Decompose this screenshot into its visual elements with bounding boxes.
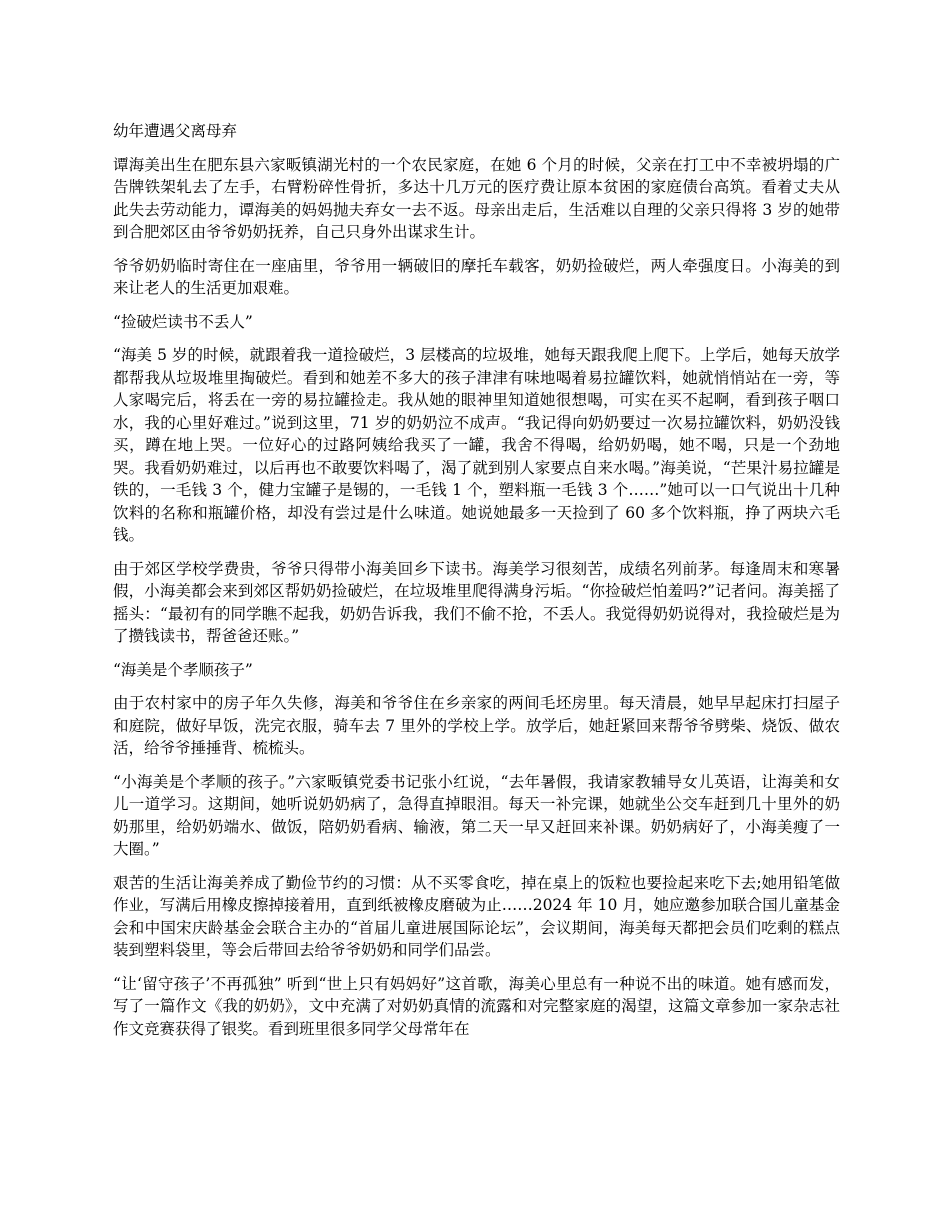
section-heading: 幼年遭遇父离母弃 <box>113 122 238 140</box>
paragraph: 由于农村家中的房子年久失修，海美和爷爷住在乡亲家的两间毛坯房里。每天清晨，她早早起床打扫屋子和庭院，做好早饭，洗完衣服，骑车去 7 里外的学校上学。放学后，她赶紧回来帮爷爷劈柴、烧饭、做农活，给爷爷捶捶背、梳梳头。 <box>113 694 840 757</box>
paragraph: “海美 5 岁的时候，就跟着我一道捡破烂，3 层楼高的垃圾堆，她每天跟我爬上爬下。上学后，她每天放学都帮我从垃圾堆里掏破烂。看到和她差不多大的孩子津津有味地喝着易拉罐饮料，她就悄悄站在一旁，等人家喝完后，将丢在一旁的易拉罐捡走。我从她的眼神里知道她很想喝，可实在买不起啊，看到孩子咽口水，我的心里好难过。”说到这里，71 岁的奶奶泣不成声。“我记得向奶奶要过一次易拉罐饮料，奶奶没钱买，蹲在地上哭。一位好心的过路阿姨给我买了一罐，我舍不得喝，给奶奶喝，她不喝，只是一个劲地哭。我看奶奶难过，以后再也不敢要饮料喝了，渴了就到别人家要点自来水喝。”海美说，“芒果汁易拉罐是铁的，一毛钱 3 个，健力宝罐子是锡的，一毛钱 1 个，塑料瓶一毛钱 3 个……”她可以一口气说出十几种饮料的名称和瓶罐价格，却没有尝过是什么味道。她说她最多一天捡到了 60 多个饮料瓶，挣了两块六毛钱。 <box>113 346 840 544</box>
paragraph: 爷爷奶奶临时寄住在一座庙里，爷爷用一辆破旧的摩托车载客，奶奶捡破烂，两人牵强度日。小海美的到来让老人的生活更加艰难。 <box>113 256 840 297</box>
paragraph: “小海美是个孝顺的孩子。”六家畈镇党委书记张小红说，“去年暑假，我请家教辅导女儿英语，让海美和女儿一道学习。这期间，她听说奶奶病了，急得直掉眼泪。每天一补完课，她就坐公交车赶到几十里外的奶奶那里，给奶奶端水、做饭，陪奶奶看病、输液，第二天一早又赶回来补课。奶奶病好了，小海美瘦了一大圈。” <box>113 772 840 858</box>
section-heading: “捡破烂读书不丢人” <box>113 312 253 331</box>
paragraph: 由于郊区学校学费贵，爷爷只得带小海美回乡下读书。海美学习很刻苦，成绩名列前茅。每逢周末和寒暑假，小海美都会来到郊区帮奶奶捡破烂，在垃圾堆里爬得满身污垢。“你捡破烂怕羞吗?”记者问。海美摇了摇头：“最初有的同学瞧不起我，奶奶告诉我，我们不偷不抢，不丢人。我觉得奶奶说得对，我捡破烂是为了攒钱读书，帮爸爸还账。” <box>113 559 840 645</box>
paragraph: “让‘留守孩子’不再孤独” 听到“世上只有妈妈好”这首歌，海美心里总有一种说不出的味道。她有感而发，写了一篇作文《我的奶奶》，文中充满了对奶奶真情的流露和对完整家庭的渴望，这篇文章参加一家杂志社作文竞赛获得了银奖。看到班里很多同学父母常年在 <box>113 974 840 1038</box>
paragraph: 谭海美出生在肥东县六家畈镇湖光村的一个农民家庭，在她 6 个月的时候，父亲在打工中不幸被坍塌的广告牌铁架轧去了左手，右臂粉碎性骨折，多达十几万元的医疗费让原本贫困的家庭债台高筑。看着丈夫从此失去劳动能力，谭海美的妈妈抛夫弃女一去不返。母亲出走后，生活难以自理的父亲只得将 3 岁的她带到合肥郊区由爷爷奶奶抚养，自己只身外出谋求生计。 <box>113 155 840 241</box>
document-page <box>113 120 840 1051</box>
paragraph: 艰苦的生活让海美养成了勤俭节约的习惯：从不买零食吃，掉在桌上的饭粒也要捡起来吃下去;她用铅笔做作业，写满后用橡皮擦掉接着用，直到纸被橡皮磨破为止……2024 年 10 月，她应邀参加联合国儿童基金会和中国宋庆龄基金会联合主办的“首届儿童进展国际论坛”，会议期间，海美每天都把会员们吃剩的糕点装到塑料袋里，等会后带回去给爷爷奶奶和同学们品尝。 <box>113 873 840 959</box>
section-heading: “海美是个孝顺孩子” <box>113 660 253 679</box>
